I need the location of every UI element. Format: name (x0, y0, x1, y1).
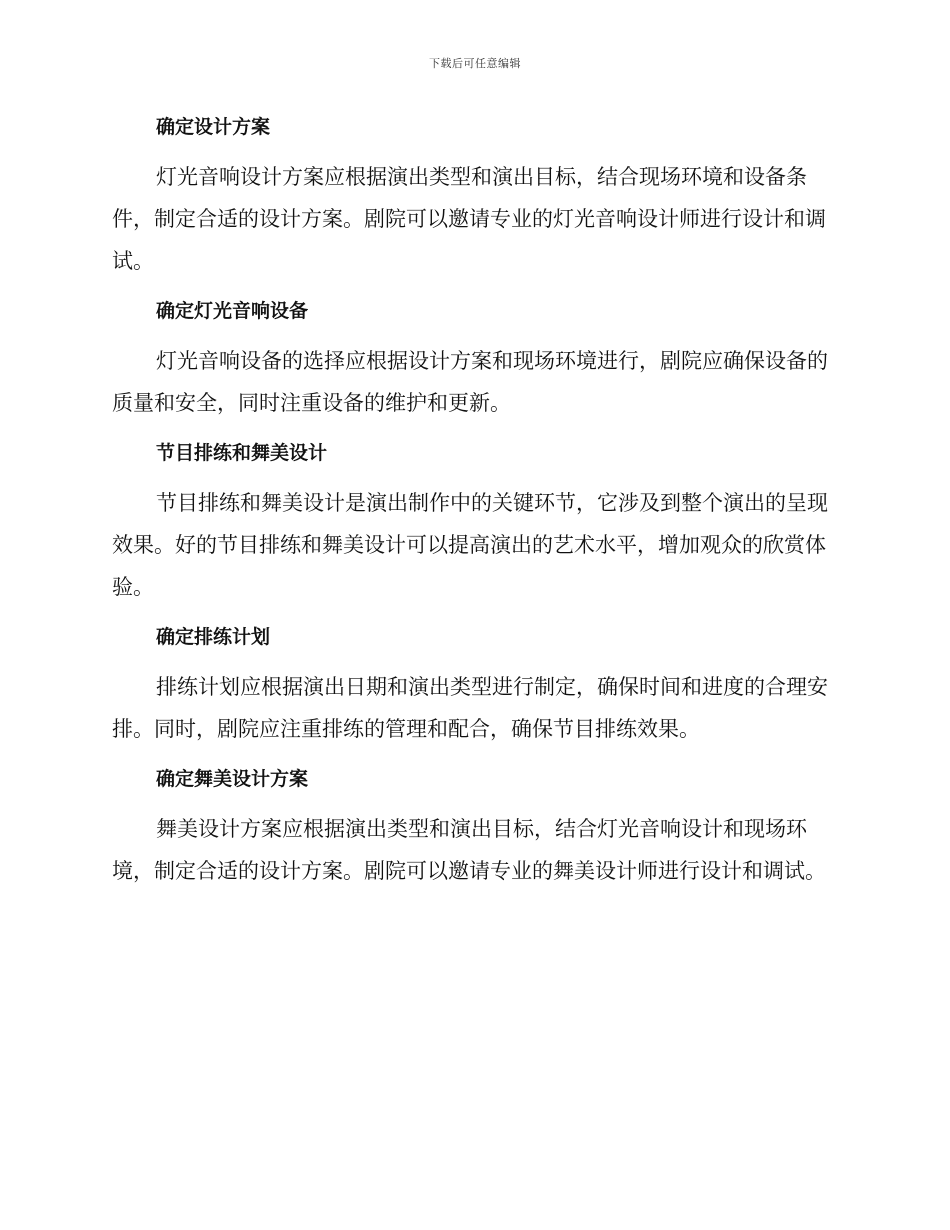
section-paragraph: 灯光音响设计方案应根据演出类型和演出目标，结合现场环境和设备条件，制定合适的设计方案。剧院可以邀请专业的灯光音响设计师进行设计和调试。 (112, 165, 826, 273)
section-paragraph: 灯光音响设备的选择应根据设计方案和现场环境进行，剧院应确保设备的质量和安全，同时注重设备的维护和更新。 (112, 349, 828, 415)
section-stage-design-plan (112, 760, 834, 892)
section-heading: 确定灯光音响设备 (156, 300, 309, 322)
section-paragraph: 舞美设计方案应根据演出类型和演出目标，结合灯光音响设计和现场环境，制定合适的设计方案。剧院可以邀请专业的舞美设计师进行设计和调试。 (112, 817, 826, 883)
section-design-plan (112, 108, 834, 282)
section-heading: 确定排练计划 (156, 626, 271, 648)
section-heading: 确定设计方案 (156, 116, 271, 138)
section-heading: 确定舞美设计方案 (156, 768, 309, 790)
section-rehearsal-stage-design (112, 434, 834, 608)
section-paragraph: 排练计划应根据演出日期和演出类型进行制定，确保时间和进度的合理安排。同时，剧院应注重排练的管理和配合，确保节目排练效果。 (112, 675, 828, 741)
header-note: 下载后可任意编辑 (429, 57, 521, 70)
section-heading: 节目排练和舞美设计 (156, 442, 328, 464)
section-equipment (112, 292, 834, 424)
document-body (112, 108, 834, 902)
section-rehearsal-plan (112, 618, 834, 750)
section-paragraph: 节目排练和舞美设计是演出制作中的关键环节，它涉及到整个演出的呈现效果。好的节目排练和舞美设计可以提高演出的艺术水平，增加观众的欣赏体验。 (112, 491, 828, 599)
